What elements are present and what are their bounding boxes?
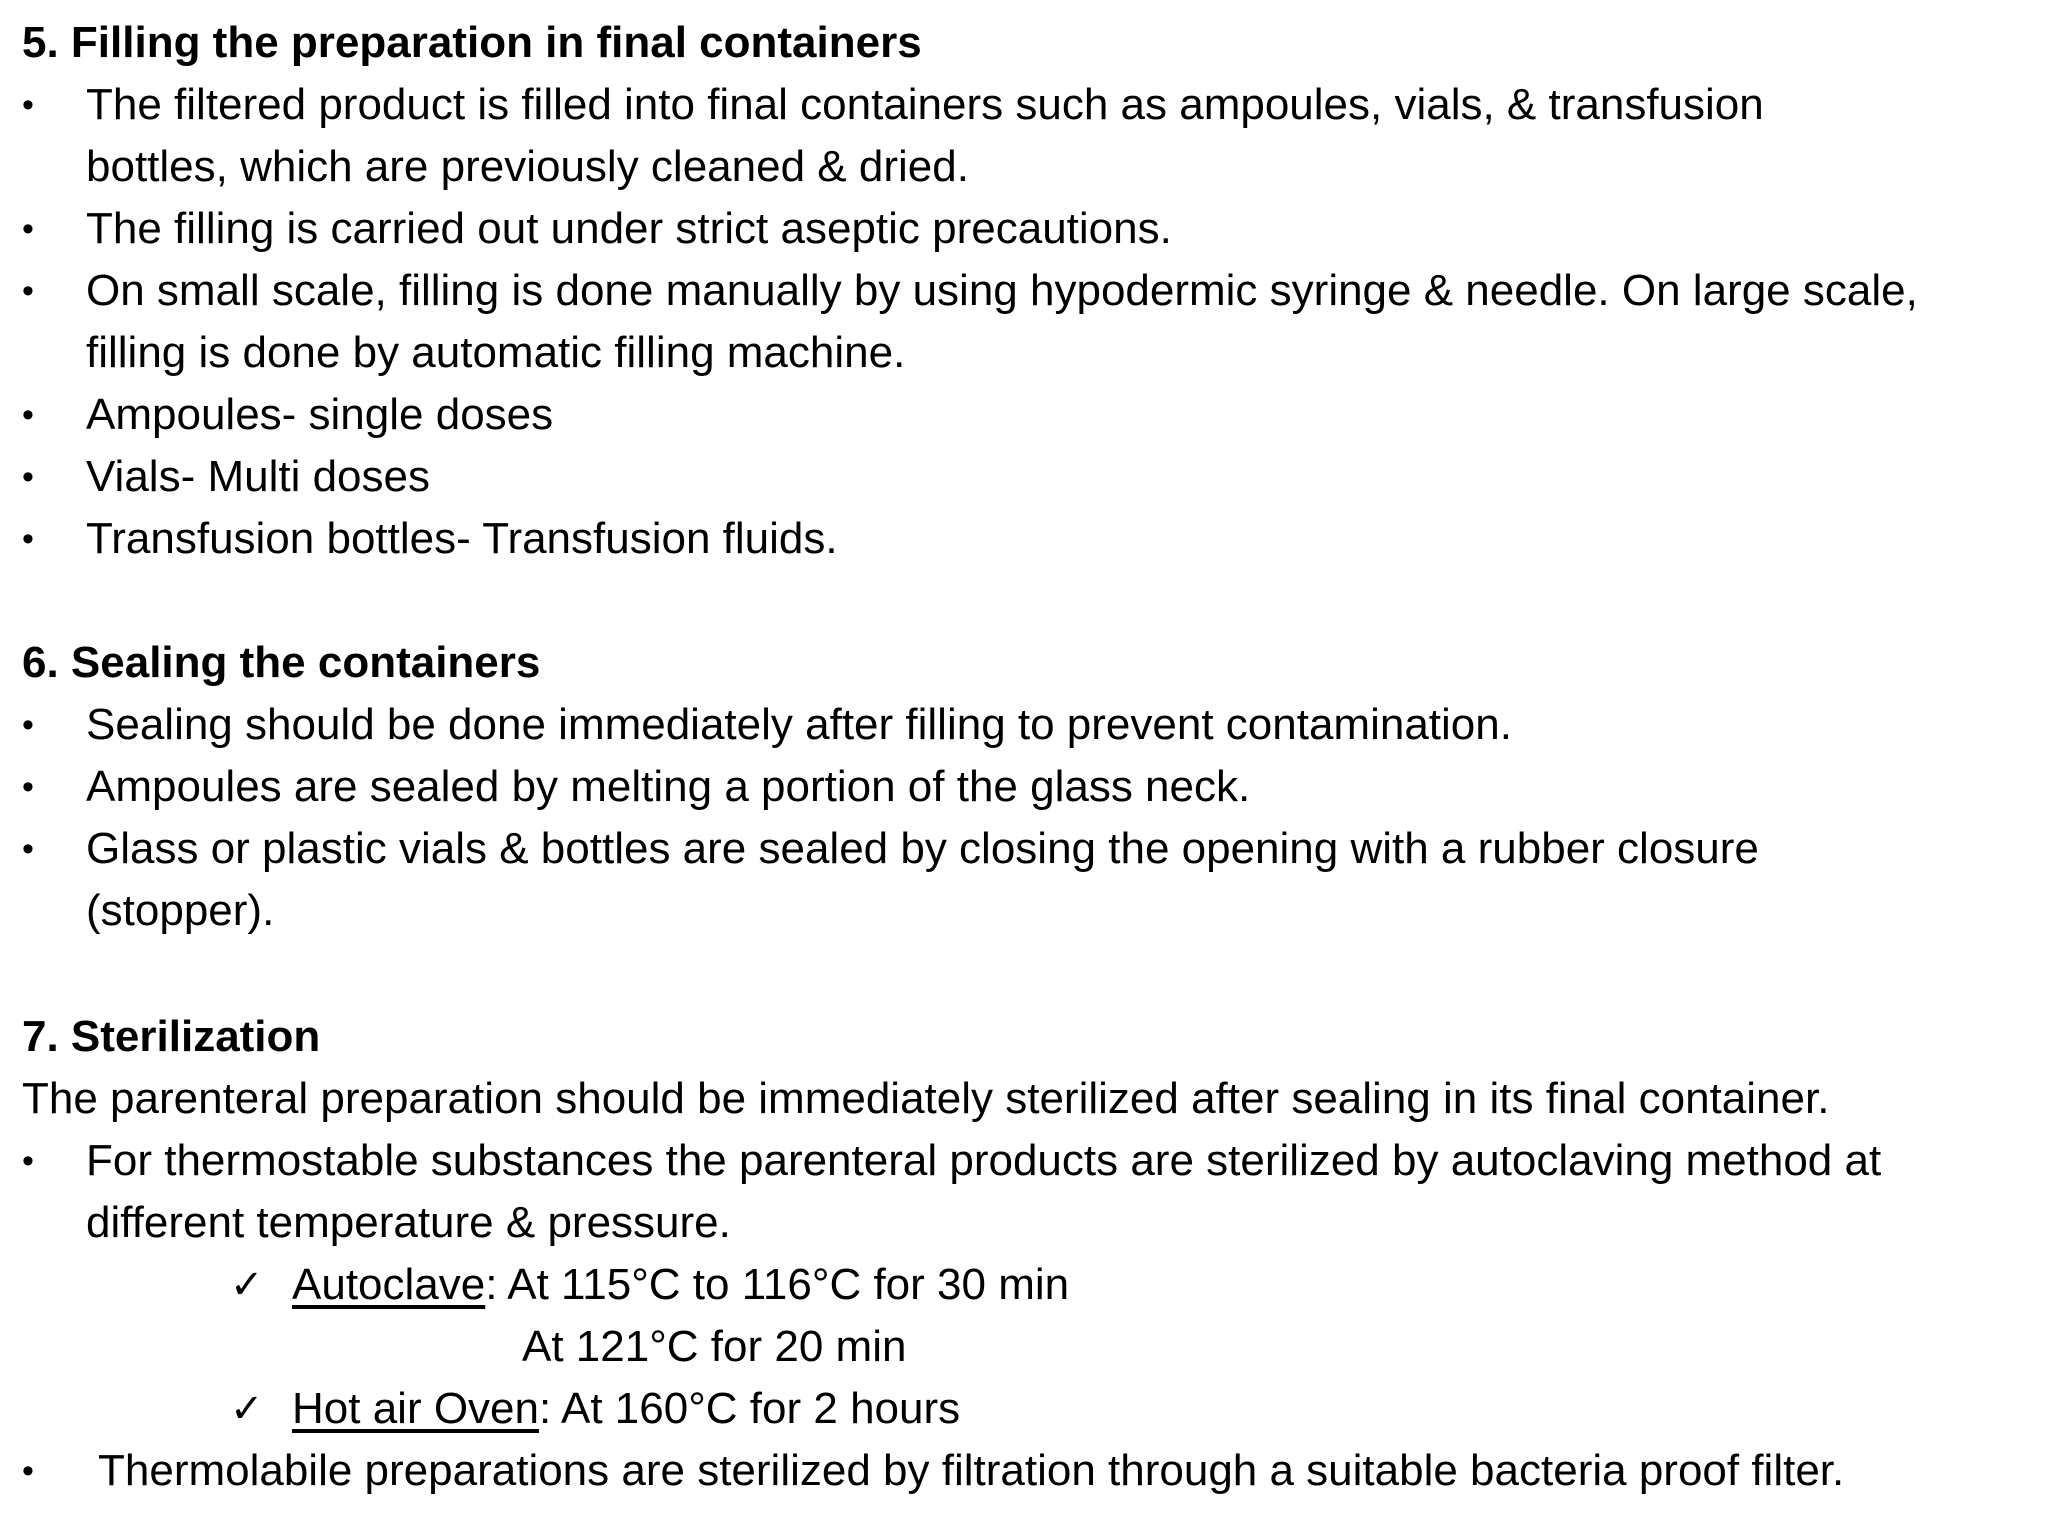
filling-bullet-list	[22, 74, 2032, 570]
bullet-glyph: •	[22, 272, 34, 310]
list-item: • The filling is carried out under strict aseptic precautions.	[22, 198, 2032, 260]
check-icon: ✓	[230, 1387, 264, 1431]
sealing-bullet-list	[22, 694, 2032, 942]
heading-sterilization: 7. Sterilization	[22, 1012, 321, 1061]
list-item: • Vials- Multi doses	[22, 446, 2032, 508]
bullet-glyph: •	[22, 520, 34, 558]
bullet-glyph: •	[22, 86, 34, 124]
section-filling	[22, 12, 2032, 570]
hot-air-oven-label: Hot air Oven	[292, 1384, 539, 1433]
sterilization-methods	[22, 1254, 2032, 1440]
autoclave-condition-1: : At 115°C to 116°C for 30 min	[485, 1260, 1070, 1309]
check-icon: ✓	[230, 1263, 264, 1307]
autoclave-label: Autoclave	[292, 1260, 486, 1309]
heading-sealing: 6. Sealing the containers	[22, 638, 541, 687]
sterilization-bullet-list-2	[22, 1440, 2032, 1502]
bullet-glyph: •	[22, 830, 34, 868]
list-item: • The filtered product is filled into final containers such as ampoules, vials, & transfusion bottles, which are previously cleaned & dried.	[22, 74, 2032, 198]
bullet-glyph: •	[22, 768, 34, 806]
list-item: • Ampoules are sealed by melting a portion of the glass neck.	[22, 756, 2032, 818]
bullet-glyph: •	[22, 210, 34, 248]
bullet-glyph: •	[22, 706, 34, 744]
section-sealing	[22, 632, 2032, 942]
bullet-glyph: •	[22, 458, 34, 496]
autoclave-condition-2: At 121°C for 20 min	[522, 1322, 907, 1371]
bullet-glyph: •	[22, 396, 34, 434]
bullet-glyph: •	[22, 1142, 34, 1180]
autoclave-row-2	[22, 1316, 2032, 1378]
bullet-glyph: •	[22, 1452, 34, 1490]
list-item: • Transfusion bottles- Transfusion fluids.	[22, 508, 2032, 570]
autoclave-row	[22, 1254, 2032, 1316]
list-item: • On small scale, filling is done manually by using hypodermic syringe & needle. On large scale, filling is done by automatic filling machine.	[22, 260, 2032, 384]
sterilization-bullet-list	[22, 1130, 2032, 1254]
list-item: • Sealing should be done immediately after filling to prevent contamination.	[22, 694, 2032, 756]
hot-air-oven-condition: : At 160°C for 2 hours	[538, 1384, 961, 1433]
section-sterilization	[22, 1006, 2032, 1502]
sterilization-intro: The parenteral preparation should be immediately sterilized after sealing in its final container.	[22, 1074, 1830, 1123]
heading-filling: 5. Filling the preparation in final containers	[22, 18, 922, 67]
list-item: • Glass or plastic vials & bottles are sealed by closing the opening with a rubber closure (stopper).	[22, 818, 2032, 942]
list-item: • Thermolabile preparations are sterilized by filtration through a suitable bacteria proof filter.	[22, 1440, 2032, 1502]
list-item: • Ampoules- single doses	[22, 384, 2032, 446]
list-item: • For thermostable substances the parenteral products are sterilized by autoclaving method at different temperature & pressure.	[22, 1130, 2032, 1254]
hot-air-oven-row	[22, 1378, 2032, 1440]
